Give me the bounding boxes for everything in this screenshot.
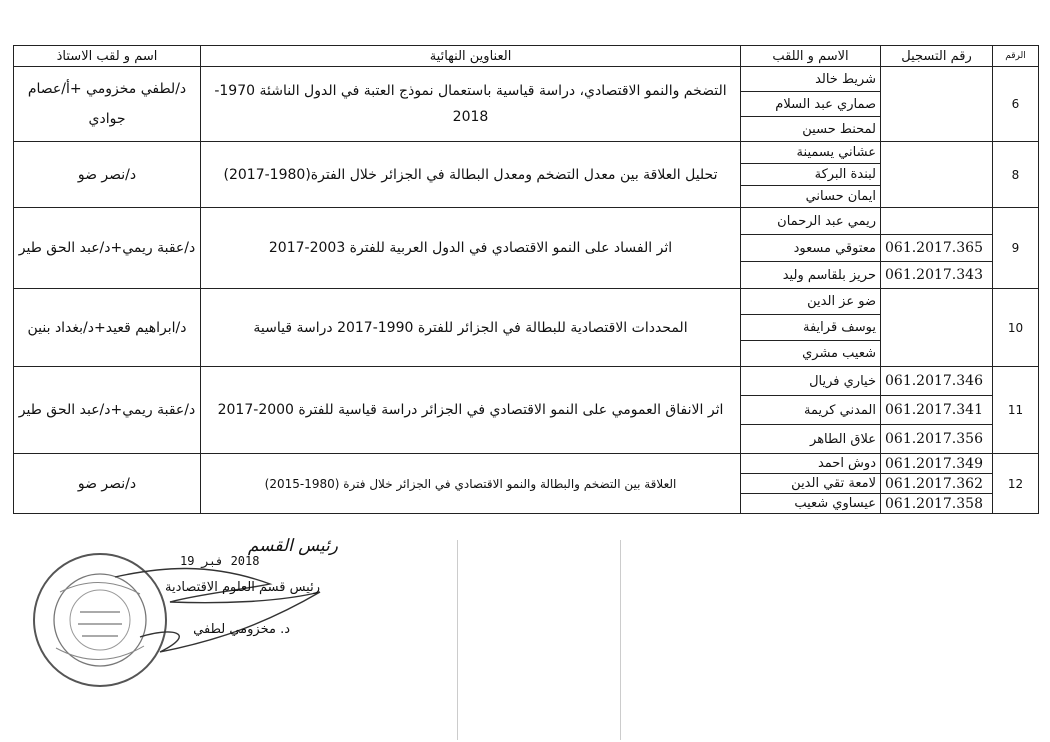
student-name: حريز بلقاسم وليد [741,262,881,289]
thesis-title: التضخم والنمو الاقتصادي، دراسة قياسية باستعمال نموذج العتبة في الدول الناشئة 1970-2018 [201,67,741,142]
student-name: المدني كريمة [741,396,881,425]
student-name: صماري عبد السلام [741,92,881,117]
thesis-title: المحددات الاقتصادية للبطالة في الجزائر للفترة 1990-2017 دراسة قياسية [201,289,741,367]
student-name: علاق الطاهر [741,425,881,454]
thesis-title: اثر الانفاق العمومي على النمو الاقتصادي في الجزائر دراسة قياسية للفترة 2000-2017 [201,367,741,454]
thesis-title: تحليل العلاقة بين معدل التضخم ومعدل البطالة في الجزائر خلال الفترة(1980-2017) [201,142,741,208]
supervisor-name: د/عقبة ريمي+د/عبد الحق طير [14,208,201,289]
signature-block [20,532,350,702]
head-of-department-label: رئيس القسم [247,536,338,556]
signature-date: 2018 فبر 19 [180,554,260,568]
student-name: ايمان حساني [741,186,881,208]
student-name: عيساوي شعيب [741,494,881,514]
registration-cell: 061.2017.341 [881,396,993,425]
registration-cell: 061.2017.362 [881,474,993,494]
registration-cell [881,142,993,208]
group-number: 11 [993,367,1039,454]
student-name: معتوقي مسعود [741,235,881,262]
student-name: لامعة تقي الدين [741,474,881,494]
group-number: 8 [993,142,1039,208]
student-name: شريط خالد [741,67,881,92]
student-name: يوسف قرايفة [741,315,881,341]
student-name: خياري فريال [741,367,881,396]
group-number: 9 [993,208,1039,289]
table-row [14,289,1039,315]
department-title: رئيس قسم العلوم الاقتصادية [165,580,320,595]
table-row [14,208,1039,235]
student-name: لبندة البركة [741,164,881,186]
registration-cell [881,67,993,142]
supervisor-name: د/لطفي مخزومي +أ/عصام جوادي [14,67,201,142]
registration-cell: 061.2017.343 [881,262,993,289]
theses-table [13,45,1039,514]
supervisor-name: د/نصر ضو [14,454,201,514]
signatory-name: د. مخزومي لطفي [193,622,290,637]
header-supervisor: اسم و لقب الاستاذ [14,46,201,67]
group-number: 6 [993,67,1039,142]
registration-cell: 061.2017.356 [881,425,993,454]
scan-artifact-line [457,540,458,740]
student-name: ضو عز الدين [741,289,881,315]
header-number: الرقم [993,46,1039,67]
header-registration: رقم التسجيل [881,46,993,67]
supervisor-name: د/نصر ضو [14,142,201,208]
registration-cell [881,208,993,235]
group-number: 12 [993,454,1039,514]
supervisor-name: د/ابراهيم قعيد+د/بغداد بنين [14,289,201,367]
table-row [14,67,1039,92]
student-name: لمحنط حسين [741,117,881,142]
table-row [14,367,1039,396]
table-header-row [14,46,1039,67]
registration-cell [881,289,993,367]
student-name: شعيب مشري [741,341,881,367]
registration-cell: 061.2017.349 [881,454,993,474]
student-name: ريمي عبد الرحمان [741,208,881,235]
student-name: دوش احمد [741,454,881,474]
registration-cell: 061.2017.346 [881,367,993,396]
header-titles: العناوين النهائية [201,46,741,67]
table-row [14,142,1039,164]
group-number: 10 [993,289,1039,367]
table-row [14,454,1039,474]
thesis-title: اثر الفساد على النمو الاقتصادي في الدول العربية للفترة 2003-2017 [201,208,741,289]
student-name: عشاني يسمينة [741,142,881,164]
supervisor-name: د/عقبة ريمي+د/عبد الحق طير [14,367,201,454]
registration-cell: 061.2017.365 [881,235,993,262]
registration-cell: 061.2017.358 [881,494,993,514]
scan-artifact-line [620,540,621,740]
thesis-title: العلاقة بين التضخم والبطالة والنمو الاقتصادي في الجزائر خلال فترة (1980-2015) [201,454,741,514]
header-names: الاسم و اللقب [741,46,881,67]
